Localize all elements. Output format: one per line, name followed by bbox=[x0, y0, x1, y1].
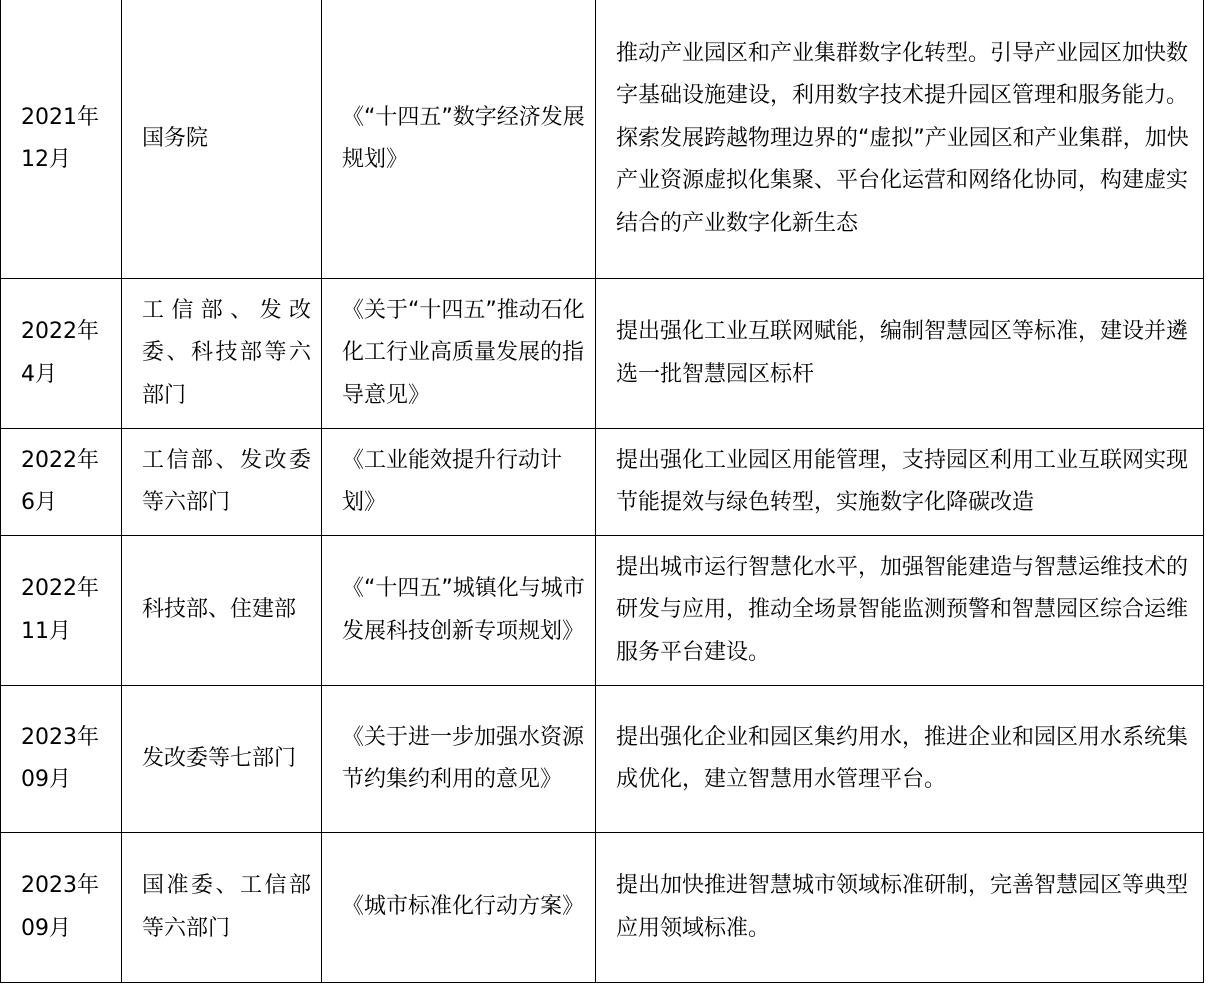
department-cell: 工信部、发改委等六部门 bbox=[122, 429, 322, 536]
document-title-cell: 《“十四五”城镇化与城市发展科技创新专项规划》 bbox=[322, 536, 596, 686]
department-cell: 发改委等七部门 bbox=[122, 686, 322, 833]
date-cell: 2022年4月 bbox=[1, 279, 122, 429]
department-cell: 国务院 bbox=[122, 0, 322, 279]
document-title-cell: 《工业能效提升行动计划》 bbox=[322, 429, 596, 536]
department-cell: 国准委、工信部等六部门 bbox=[122, 833, 322, 983]
document-title-cell: 《关于进一步加强水资源节约集约利用的意见》 bbox=[322, 686, 596, 833]
policy-content-cell: 提出强化企业和园区集约用水，推进企业和园区用水系统集成优化，建立智慧用水管理平台。 bbox=[596, 686, 1204, 833]
date-cell: 2022年6月 bbox=[1, 429, 122, 536]
department-cell: 工信部、发改委、科技部等六部门 bbox=[122, 279, 322, 429]
table-row bbox=[1, 536, 1204, 686]
policy-content-cell: 提出强化工业园区用能管理，支持园区利用工业互联网实现节能提效与绿色转型，实施数字化降碳改造 bbox=[596, 429, 1204, 536]
document-title-cell: 《城市标准化行动方案》 bbox=[322, 833, 596, 983]
date-cell: 2022年11月 bbox=[1, 536, 122, 686]
date-cell: 2023年09月 bbox=[1, 833, 122, 983]
department-cell: 科技部、住建部 bbox=[122, 536, 322, 686]
document-title-cell: 《“十四五”数字经济发展规划》 bbox=[322, 0, 596, 279]
date-cell: 2023年09月 bbox=[1, 686, 122, 833]
table-row bbox=[1, 0, 1204, 279]
table-row bbox=[1, 686, 1204, 833]
table-row bbox=[1, 279, 1204, 429]
policy-content-cell: 推动产业园区和产业集群数字化转型。引导产业园区加快数字基础设施建设，利用数字技术提升园区管理和服务能力。探索发展跨越物理边界的“虚拟”产业园区和产业集群，加快产业资源虚拟化集聚、平台化运营和网络化协同，构建虚实结合的产业数字化新生态 bbox=[596, 0, 1204, 279]
policy-content-cell: 提出强化工业互联网赋能，编制智慧园区等标准，建设并遴选一批智慧园区标杆 bbox=[596, 279, 1204, 429]
policy-content-cell: 提出城市运行智慧化水平，加强智能建造与智慧运维技术的研发与应用，推动全场景智能监测预警和智慧园区综合运维服务平台建设。 bbox=[596, 536, 1204, 686]
date-cell: 2021年12月 bbox=[1, 0, 122, 279]
document-title-cell: 《关于“十四五”推动石化化工行业高质量发展的指导意见》 bbox=[322, 279, 596, 429]
policy-content-cell: 提出加快推进智慧城市领域标准研制，完善智慧园区等典型应用领域标准。 bbox=[596, 833, 1204, 983]
table-row bbox=[1, 429, 1204, 536]
table-row bbox=[1, 833, 1204, 983]
